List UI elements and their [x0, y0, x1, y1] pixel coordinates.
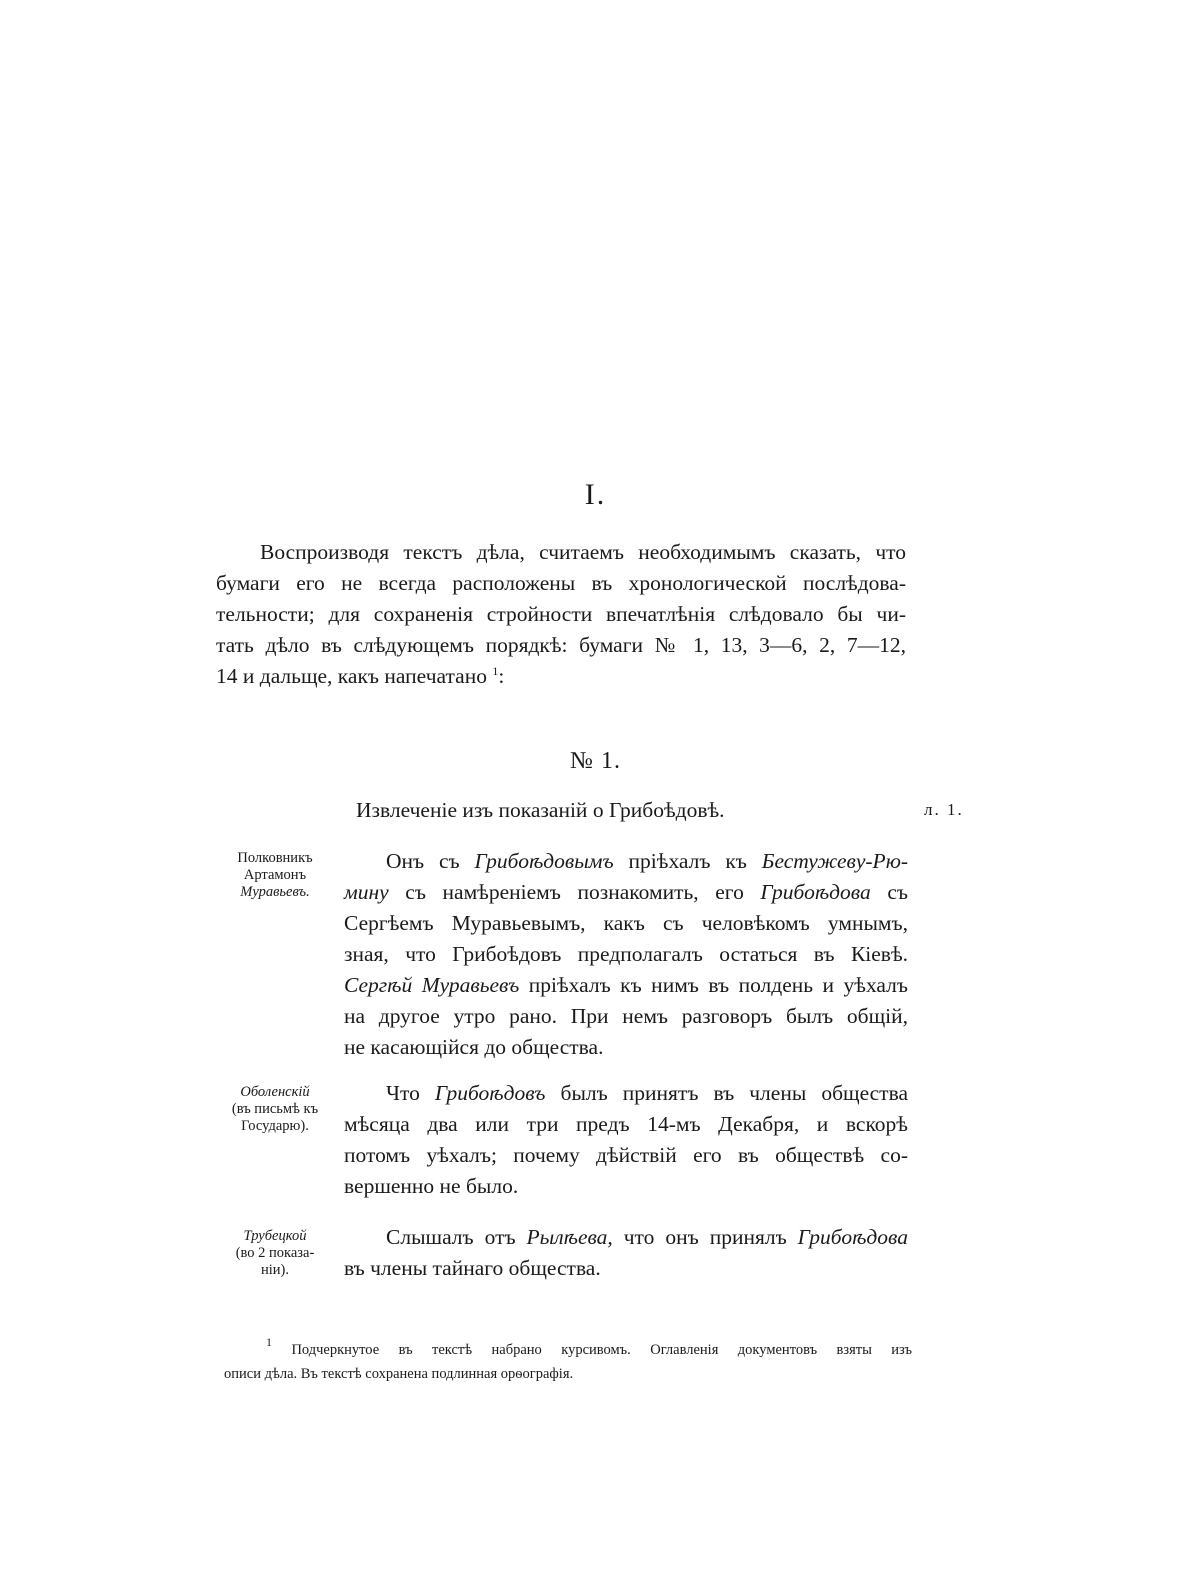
- footnote-line: описи дѣла. Въ текстѣ сохранена подлинная орѳографія.: [224, 1366, 574, 1382]
- italic-run: Грибоѣдовымъ: [474, 849, 614, 873]
- text-run: Что: [386, 1081, 435, 1105]
- text-line: [344, 1078, 908, 1109]
- italic-run: Грибоѣдова: [760, 880, 871, 904]
- italic-run: Рылѣева,: [526, 1225, 613, 1249]
- italic-run: Бестужеву-Рю-: [761, 849, 909, 873]
- text-line: на другое утро рано. При немъ разговоръ былъ общій,: [344, 1004, 908, 1028]
- footnote-ref: 1: [492, 664, 499, 678]
- source-line: (во 2 показа-: [235, 1245, 315, 1261]
- intro-line: тать дѣло въ слѣдующемъ порядкѣ: бумаги № 1, 13, 3—6, 2, 7—12,: [216, 633, 906, 657]
- intro-line-last: [216, 661, 906, 692]
- italic-run: мину: [344, 880, 389, 904]
- testimony-text: [344, 1222, 908, 1284]
- text-line: зная, что Грибоѣдовъ предполагалъ остаться въ Кіевѣ.: [344, 942, 908, 966]
- source-line: (въ письмѣ къ: [231, 1101, 319, 1117]
- text-line: потомъ уѣхалъ; почему дѣйствій его въ обществѣ со-: [344, 1143, 908, 1167]
- text-run: что онъ принялъ: [612, 1225, 798, 1249]
- intro-line: 14 и дальще, какъ напечатано: [216, 664, 487, 688]
- text-line: не касающійся до общества.: [344, 1035, 604, 1059]
- text-line: [344, 1222, 908, 1253]
- text-line: мѣсяца два или три предъ 14-мъ Декабря, и вскорѣ: [344, 1112, 908, 1136]
- intro-end: :: [498, 664, 505, 688]
- margin-source: [212, 850, 338, 901]
- testimony-text: [344, 1078, 908, 1202]
- italic-run: Сергѣй Муравьевъ: [344, 973, 520, 997]
- text-line: Сергѣемъ Муравьевымъ, какъ съ человѣкомъ умнымъ,: [344, 911, 908, 935]
- source-line: Трубецкой: [243, 1228, 307, 1244]
- text-run: съ намѣреніемъ познакомить, его: [388, 880, 761, 904]
- text-line: [344, 846, 908, 877]
- source-line: Государю).: [241, 1118, 309, 1134]
- text-run: Слышалъ отъ: [386, 1225, 527, 1249]
- text-run: былъ принятъ въ члены общества: [545, 1081, 908, 1105]
- leaf-number: л. 1.: [924, 800, 964, 819]
- text-run: пріѣхалъ къ нимъ въ полдень и уѣхалъ: [519, 973, 908, 997]
- document-title: Извлеченіе изъ показаній о Грибоѣдовѣ.: [356, 798, 725, 822]
- text-line: [344, 970, 908, 1001]
- source-line: ніи).: [260, 1262, 289, 1278]
- footnote-mark: 1: [266, 1335, 272, 1349]
- source-line: Оболенскій: [240, 1084, 310, 1100]
- text-line: вершенно не было.: [344, 1174, 519, 1198]
- margin-source: [212, 1084, 338, 1135]
- source-line: Муравьевъ.: [240, 884, 310, 900]
- text-line: [344, 877, 908, 908]
- text-line: въ члены тайнаго общества.: [344, 1256, 601, 1280]
- footnote: [224, 1335, 913, 1386]
- text-run: пріѣхалъ къ: [613, 849, 762, 873]
- testimony-text: [344, 846, 908, 1063]
- intro-line: тельности; для сохраненія стройности впечатлѣнія слѣдовало бы чи-: [216, 602, 906, 626]
- intro-paragraph: [216, 537, 906, 692]
- text-run: Онъ съ: [386, 849, 475, 873]
- footnote-line: [224, 1335, 913, 1362]
- intro-line: Воспроизводя текстъ дѣла, считаемъ необходимымъ сказать, что: [260, 540, 906, 564]
- italic-run: Грибоѣдовъ: [434, 1081, 546, 1105]
- italic-run: Грибоѣдова: [797, 1225, 908, 1249]
- intro-line: бумаги его не всегда расположены въ хронологической послѣдова-: [216, 571, 906, 595]
- document-number: № 1.: [570, 748, 621, 774]
- margin-source: [212, 1228, 338, 1279]
- source-line: Артамонъ: [243, 867, 307, 883]
- text-run: съ: [870, 880, 908, 904]
- chapter-heading: I.: [584, 478, 607, 511]
- source-line: Полковникъ: [237, 850, 313, 866]
- footnote-text: Подчеркнутое въ текстѣ набрано курсивомъ. Оглавленія документовъ взяты изъ: [291, 1342, 913, 1358]
